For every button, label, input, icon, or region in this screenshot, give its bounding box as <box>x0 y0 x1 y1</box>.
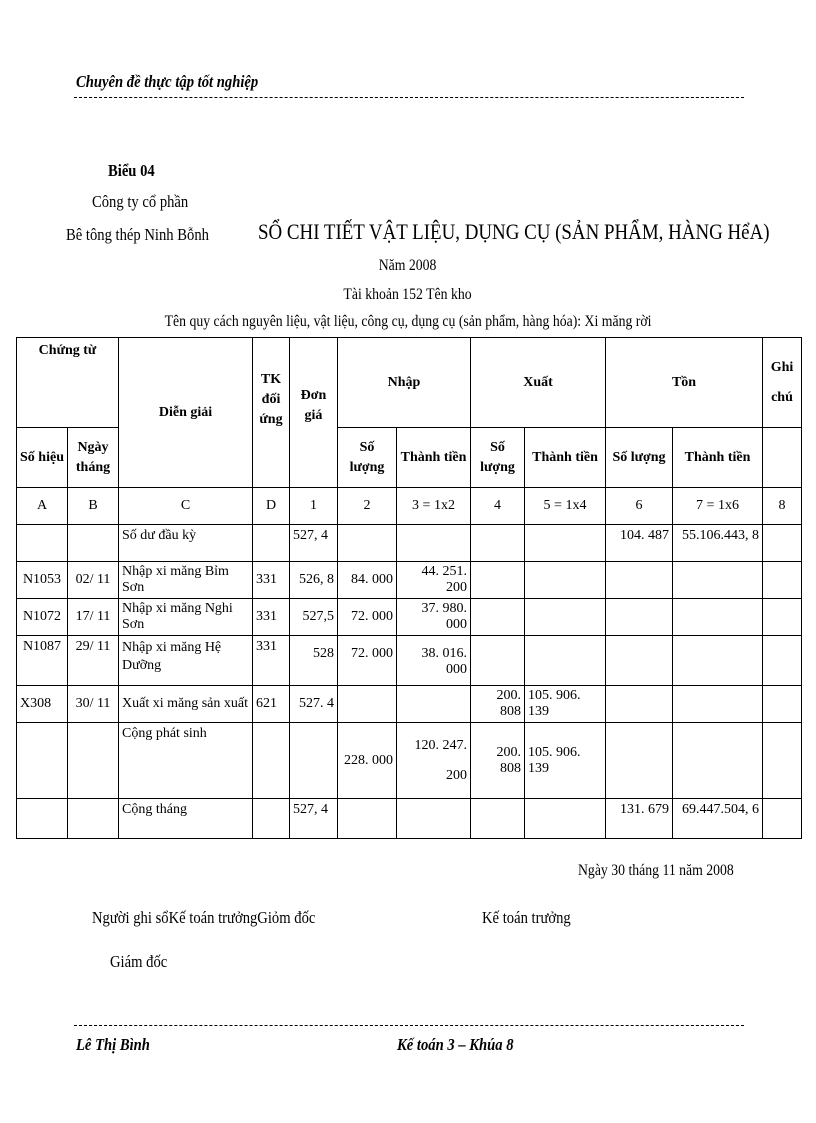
chief-accountant-label: Kế toán trưởng <box>482 908 571 927</box>
header-ghi-chu: Ghi chú <box>763 338 802 428</box>
table-row <box>17 799 802 839</box>
director-label: Giám đốc <box>110 952 168 971</box>
header-divider <box>74 97 744 98</box>
table-row <box>17 525 802 562</box>
header-ghi-chu-sub <box>763 428 802 488</box>
index-cell: 8 <box>763 488 802 525</box>
page-footer-author: Lê Thị Bình <box>76 1035 150 1054</box>
table-row <box>17 636 802 686</box>
row-unit-price: 527,5 <box>290 599 338 636</box>
row-stock-amount: 69.447.504, 6 <box>673 799 763 839</box>
row-out-qty: 200. 808 <box>471 723 525 799</box>
ledger-material-spec: Tên quy cách nguyên liệu, vật liệu, công cụ, dụng cụ (sản phẩm, hàng hóa): Xi măng rời <box>164 313 652 330</box>
ledger-table <box>16 337 802 839</box>
row-stock-qty: 131. 679 <box>606 799 673 839</box>
header-ngay-thang: Ngày tháng <box>68 428 119 488</box>
row-in-qty: 228. 000 <box>338 723 397 799</box>
row-description: Xuất xi măng sản xuất <box>119 686 253 723</box>
ledger-year: Năm 2008 <box>379 257 437 274</box>
row-in-qty: 72. 000 <box>338 636 397 686</box>
row-doc-date: 30/ 11 <box>68 686 119 723</box>
company-name-line2: Bê tông thép Ninh Bỗnh <box>66 225 209 244</box>
row-out-amount: 105. 906. 139 <box>525 723 606 799</box>
row-account: 331 <box>253 562 290 599</box>
row-doc-date: 17/ 11 <box>68 599 119 636</box>
row-stock-qty: 104. 487 <box>606 525 673 562</box>
row-description: Cộng phát sinh <box>119 723 253 799</box>
header-nhap: Nhập <box>338 338 471 428</box>
row-in-amount <box>397 723 471 799</box>
header-ton: Tồn <box>606 338 763 428</box>
index-cell: C <box>119 488 253 525</box>
index-cell: 7 = 1x6 <box>673 488 763 525</box>
row-in-qty: 84. 000 <box>338 562 397 599</box>
index-cell: 3 = 1x2 <box>397 488 471 525</box>
row-in-amount: 37. 980. 000 <box>397 599 471 636</box>
row-out-amount: 105. 906. 139 <box>525 686 606 723</box>
row-unit-price: 527, 4 <box>290 799 338 839</box>
row-stock-amount: 55.106.443, 8 <box>673 525 763 562</box>
signers-line: Người ghi sổKế toán trưởngGiỏm đốc <box>92 908 316 927</box>
row-description: Nhập xi măng Hệ Dưỡng <box>119 636 253 686</box>
row-doc-number: N1072 <box>17 599 68 636</box>
row-unit-price: 528 <box>290 636 338 686</box>
row-doc-date: 29/ 11 <box>68 636 119 686</box>
row-description: Nhập xi măng Bỉm Sơn <box>119 562 253 599</box>
page-header-title: Chuyên đề thực tập tốt nghiệp <box>76 72 259 91</box>
sign-date: Ngày 30 tháng 11 năm 2008 <box>578 862 734 879</box>
table-row <box>17 599 802 636</box>
row-unit-price: 527. 4 <box>290 686 338 723</box>
header-xuat-so-luong: Số lượng <box>471 428 525 488</box>
ledger-title: SỔ CHI TIẾT VẬT LIỆU, DỤNG CỤ (SẢN PHẨM, HÀNG HểA) <box>258 219 770 244</box>
row-doc-number: X308 <box>17 686 68 723</box>
header-ton-thanh-tien: Thành tiền <box>673 428 763 488</box>
table-row <box>17 723 802 799</box>
row-out-qty: 200. 808 <box>471 686 525 723</box>
footer-divider <box>74 1025 744 1026</box>
header-xuat: Xuất <box>471 338 606 428</box>
table-row <box>17 562 802 599</box>
row-description: Số dư đầu kỳ <box>119 525 253 562</box>
form-code: Biểu 04 <box>108 161 155 180</box>
row-in-amount-line1: 120. 247. <box>414 737 467 753</box>
row-account: 621 <box>253 686 290 723</box>
header-dien-giai: Diễn giải <box>119 338 253 488</box>
page-footer-class: Kế toán 3 – Khúa 8 <box>397 1035 514 1054</box>
header-so-hieu: Số hiệu <box>17 428 68 488</box>
row-unit-price: 527, 4 <box>290 525 338 562</box>
row-doc-number: N1087 <box>17 636 68 686</box>
row-in-amount: 44. 251. 200 <box>397 562 471 599</box>
index-cell: D <box>253 488 290 525</box>
row-account: 331 <box>253 599 290 636</box>
ledger-account: Tài khoản 152 Tên kho <box>343 286 473 303</box>
row-doc-date: 02/ 11 <box>68 562 119 599</box>
row-account: 331 <box>253 636 290 686</box>
header-chung-tu: Chứng từ <box>17 338 119 428</box>
row-in-amount: 38. 016. 000 <box>397 636 471 686</box>
index-cell: 1 <box>290 488 338 525</box>
row-unit-price: 526, 8 <box>290 562 338 599</box>
header-nhap-so-luong: Số lượng <box>338 428 397 488</box>
row-description: Nhập xi măng Nghi Sơn <box>119 599 253 636</box>
index-cell: 2 <box>338 488 397 525</box>
row-in-qty: 72. 000 <box>338 599 397 636</box>
header-xuat-thanh-tien: Thành tiền <box>525 428 606 488</box>
index-cell: 5 = 1x4 <box>525 488 606 525</box>
header-nhap-thanh-tien: Thành tiền <box>397 428 471 488</box>
index-cell: A <box>17 488 68 525</box>
index-cell: 6 <box>606 488 673 525</box>
index-cell: 4 <box>471 488 525 525</box>
row-in-amount-line2: 200 <box>446 767 467 783</box>
index-cell: B <box>68 488 119 525</box>
row-doc-number: N1053 <box>17 562 68 599</box>
company-name-line1: Công ty cổ phần <box>92 192 189 211</box>
table-row <box>17 686 802 723</box>
header-don-gia: Đơn giá <box>290 338 338 488</box>
header-tk-doi-ung: TK đối ứng <box>253 338 290 488</box>
header-ton-so-luong: Số lượng <box>606 428 673 488</box>
row-description: Cộng tháng <box>119 799 253 839</box>
